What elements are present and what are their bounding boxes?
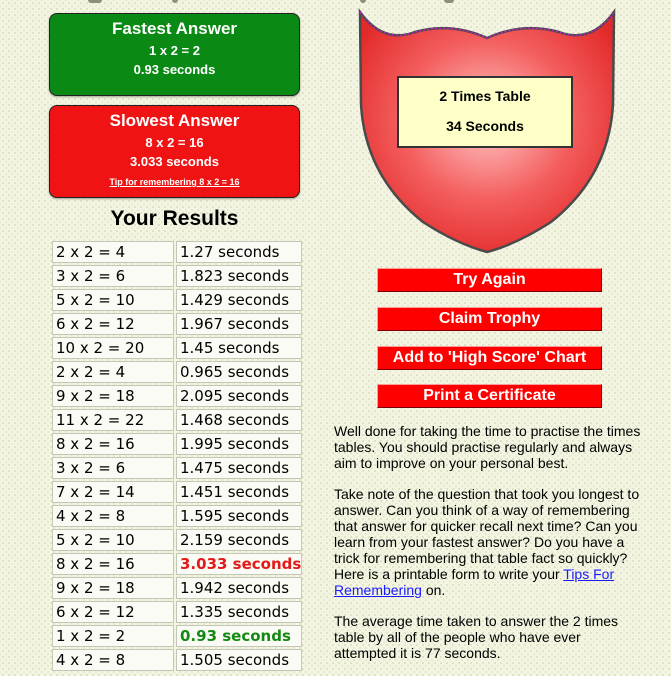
cropped-header-fragments xyxy=(0,0,671,4)
question-cell: 11 x 2 = 22 xyxy=(52,409,174,431)
question-cell: 9 x 2 = 18 xyxy=(52,577,174,599)
table-row xyxy=(52,289,302,311)
results-heading: Your Results xyxy=(110,207,239,230)
question-cell: 2 x 2 = 4 xyxy=(52,241,174,263)
claim-trophy-button[interactable]: Claim Trophy xyxy=(377,307,602,331)
time-cell: 2.095 seconds xyxy=(176,385,302,407)
question-cell: 5 x 2 = 10 xyxy=(52,529,174,551)
table-row xyxy=(52,481,302,503)
slowest-answer-box xyxy=(49,105,300,198)
table-row xyxy=(52,313,302,335)
table-row xyxy=(52,625,302,647)
fastest-answer-title: Fastest Answer xyxy=(111,19,238,38)
table-row xyxy=(52,385,302,407)
question-cell: 1 x 2 = 2 xyxy=(52,625,174,647)
try-again-button[interactable]: Try Again xyxy=(377,268,602,292)
table-row xyxy=(52,457,302,479)
time-cell: 1.451 seconds xyxy=(176,481,302,503)
table-row xyxy=(52,337,302,359)
time-cell: 0.965 seconds xyxy=(176,361,302,383)
table-row xyxy=(52,553,302,575)
time-cell: 1.995 seconds xyxy=(176,433,302,455)
time-cell: 1.505 seconds xyxy=(176,649,302,671)
trophy-time-label: 34 Seconds xyxy=(446,118,524,134)
slowest-answer-question: 8 x 2 = 16 xyxy=(145,135,204,150)
feedback-paragraph-2-end: on. xyxy=(421,582,446,598)
table-row xyxy=(52,601,302,623)
question-cell: 6 x 2 = 12 xyxy=(52,313,174,335)
table-row xyxy=(52,505,302,527)
question-cell: 8 x 2 = 16 xyxy=(52,433,174,455)
time-cell: 2.159 seconds xyxy=(176,529,302,551)
trophy-table-label: 2 Times Table xyxy=(439,88,531,104)
tips-for-remembering-link[interactable]: Tips For Remembering xyxy=(334,566,615,598)
question-cell: 4 x 2 = 8 xyxy=(52,505,174,527)
feedback-text xyxy=(334,423,644,676)
time-cell: 1.429 seconds xyxy=(176,289,302,311)
feedback-paragraph-2 xyxy=(334,486,644,598)
table-row xyxy=(52,409,302,431)
fastest-answer-question: 1 x 2 = 2 xyxy=(149,43,200,58)
time-cell: 1.475 seconds xyxy=(176,457,302,479)
table-row xyxy=(52,577,302,599)
time-cell: 1.468 seconds xyxy=(176,409,302,431)
question-cell: 6 x 2 = 12 xyxy=(52,601,174,623)
question-cell: 7 x 2 = 14 xyxy=(52,481,174,503)
time-cell: 1.967 seconds xyxy=(176,313,302,335)
time-cell: 1.595 seconds xyxy=(176,505,302,527)
question-cell: 3 x 2 = 6 xyxy=(52,265,174,287)
feedback-paragraph-2-text: Take note of the question that took you longest to answer. Can you think of a way of remembering that answer for quicker recall next time? Can you learn from your fastest answer? Do you have a trick for remembering that table fact so quickly? Here is a printable form to write your xyxy=(334,486,640,582)
slowest-time-cell: 3.033 seconds xyxy=(176,553,302,575)
table-row xyxy=(52,433,302,455)
trophy-card xyxy=(397,76,573,148)
add-high-score-button[interactable]: Add to 'High Score' Chart xyxy=(377,346,602,370)
fastest-answer-box xyxy=(49,13,300,96)
feedback-paragraph-3: The average time taken to answer the 2 times table by all of the people who have ever attempted it is 77 seconds. xyxy=(334,613,619,661)
question-cell: 8 x 2 = 16 xyxy=(52,553,174,575)
question-cell: 9 x 2 = 18 xyxy=(52,385,174,407)
table-row xyxy=(52,529,302,551)
table-row xyxy=(52,265,302,287)
time-cell: 1.335 seconds xyxy=(176,601,302,623)
slowest-answer-time: 3.033 seconds xyxy=(130,154,219,169)
time-cell: 1.942 seconds xyxy=(176,577,302,599)
question-cell: 2 x 2 = 4 xyxy=(52,361,174,383)
table-row xyxy=(52,361,302,383)
remembering-tip-link[interactable]: Tip for remembering 8 x 2 = 16 xyxy=(109,177,240,187)
question-cell: 3 x 2 = 6 xyxy=(52,457,174,479)
time-cell: 1.823 seconds xyxy=(176,265,302,287)
feedback-paragraph-1: Well done for taking the time to practise the times tables. You should practise regularly and always aim to improve on your personal best. xyxy=(334,423,641,471)
slowest-answer-title: Slowest Answer xyxy=(109,111,240,130)
fastest-time-cell: 0.93 seconds xyxy=(176,625,302,647)
question-cell: 4 x 2 = 8 xyxy=(52,649,174,671)
results-table xyxy=(50,239,304,673)
table-row xyxy=(52,241,302,263)
time-cell: 1.27 seconds xyxy=(176,241,302,263)
question-cell: 5 x 2 = 10 xyxy=(52,289,174,311)
fastest-answer-time: 0.93 seconds xyxy=(133,62,216,77)
time-cell: 1.45 seconds xyxy=(176,337,302,359)
print-certificate-button[interactable]: Print a Certificate xyxy=(377,384,602,408)
question-cell: 10 x 2 = 20 xyxy=(52,337,174,359)
